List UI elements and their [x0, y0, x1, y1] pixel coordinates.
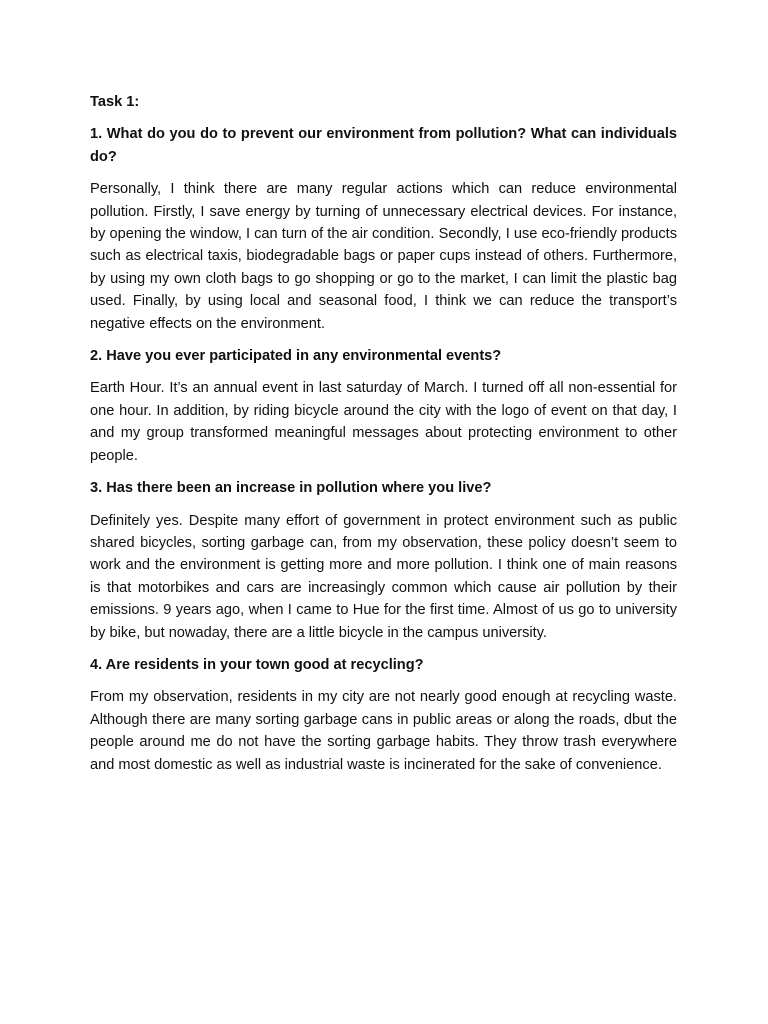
document-page	[90, 91, 677, 786]
answer-1: Personally, I think there are many regular actions which can reduce environmental pollution. Firstly, I save energy by turning of unnecessary electrical devices. For instance, by opening the window, I can turn of the air condition. Secondly, I use eco-friendly products such as electrical taxis, biodegradable bags or paper cups instead of others. Furthermore, by using my own cloth bags to go shopping or go to the market, I can limit the plastic bag used. Finally, by using local and seasonal food, I think we can reduce the transport’s negative effects on the environment.	[90, 181, 677, 332]
task-title: Task 1:	[90, 94, 140, 110]
answer-3: Definitely yes. Despite many effort of government in protect environment such as public shared bicycles, sorting garbage can, from my observation, these policy doesn’t seem to work and the environment is getting more and more pollution. I think one of main reasons is that motorbikes and cars are increasingly common which cause air pollution by their emissions. 9 years ago, when I came to Hue for the first time. Almost of us go to university by bike, but nowaday, there are a little bicycle in the campus university.	[90, 512, 677, 641]
question-4: 4. Are residents in your town good at recycling?	[90, 656, 424, 673]
answer-2: Earth Hour. It’s an annual event in last saturday of March. I turned off all non-essential for one hour. In addition, by riding bicycle around the city with the logo of event on that day, I and my group transformed meaningful messages about protecting environment to other people.	[90, 380, 677, 464]
question-1: 1. What do you do to prevent our environment from pollution? What can individuals do?	[90, 126, 677, 165]
question-3: 3. Has there been an increase in pollution where you live?	[90, 480, 492, 497]
answer-4: From my observation, residents in my city are not nearly good enough at recycling waste. Although there are many sorting garbage cans in public areas or along the roads, dbut the people around me do not have the sorting garbage habits. They throw trash everywhere and most domestic as well as industrial waste is incinerated for the sake of convenience.	[90, 689, 677, 773]
question-2: 2. Have you ever participated in any environmental events?	[90, 348, 502, 365]
